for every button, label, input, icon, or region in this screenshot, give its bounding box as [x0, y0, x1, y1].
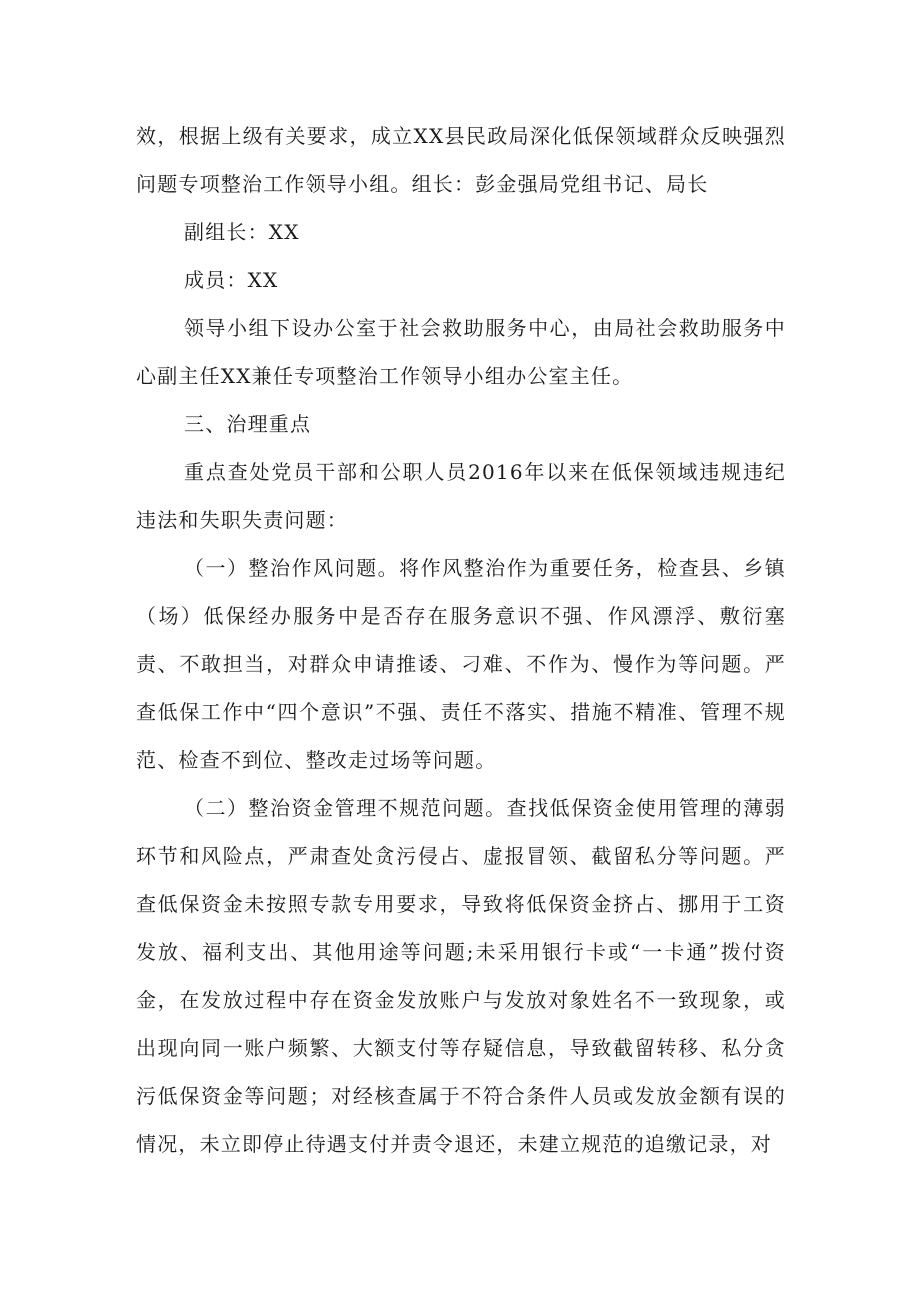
section-heading-governance-focus: 三、治理重点	[184, 412, 312, 436]
paragraph-deputy-leader: 副组长：XX	[184, 220, 300, 244]
paragraph-fund-management: （二）整治资金管理不规范问题。查找低保资金使用管理的薄弱环节和风险点，严肃查处贪污侵占、虚报冒领、截留私分等问题。严查低保资金未按照专款专用要求，导致将低保资金挤占、挪用于工资发放、福利支出、其他用途等问题;未采用银行卡或“一卡通”拨付资金，在发放过程中存在资金发放账户与发放对象姓名不一致现象，或出现向同一账户频繁、大额支付等存疑信息，导致截留转移、私分贪污低保资金等问题；对经核查属于不符合条件人员或发放金额有误的情况，未立即停止待遇支付并责令退还，未建立规范的追缴记录，对	[136, 796, 786, 1156]
paragraph-leadership-group: 效，根据上级有关要求，成立XX县民政局深化低保领域群众反映强烈问题专项整治工作领导小组。组长：彭金强局党组书记、局长	[136, 124, 786, 196]
document-body	[136, 112, 786, 1168]
paragraph-members: 成员：XX	[184, 268, 279, 292]
paragraph-style-issues: （一）整治作风问题。将作风整治作为重要任务，检查县、乡镇（场）低保经办服务中是否存在服务意识不强、作风漂浮、敷衍塞责、不敢担当，对群众申请推诿、刁难、不作为、慢作为等问题。严查低保工作中“四个意识”不强、责任不落实、措施不精准、管理不规范、检查不到位、整改走过场等问题。	[136, 556, 786, 772]
paragraph-key-investigation: 重点查处党员干部和公职人员2016年以来在低保领域违规违纪违法和失职失责问题：	[136, 460, 786, 532]
paragraph-office: 领导小组下设办公室于社会救助服务中心，由局社会救助服务中心副主任XX兼任专项整治工作领导小组办公室主任。	[136, 316, 786, 388]
